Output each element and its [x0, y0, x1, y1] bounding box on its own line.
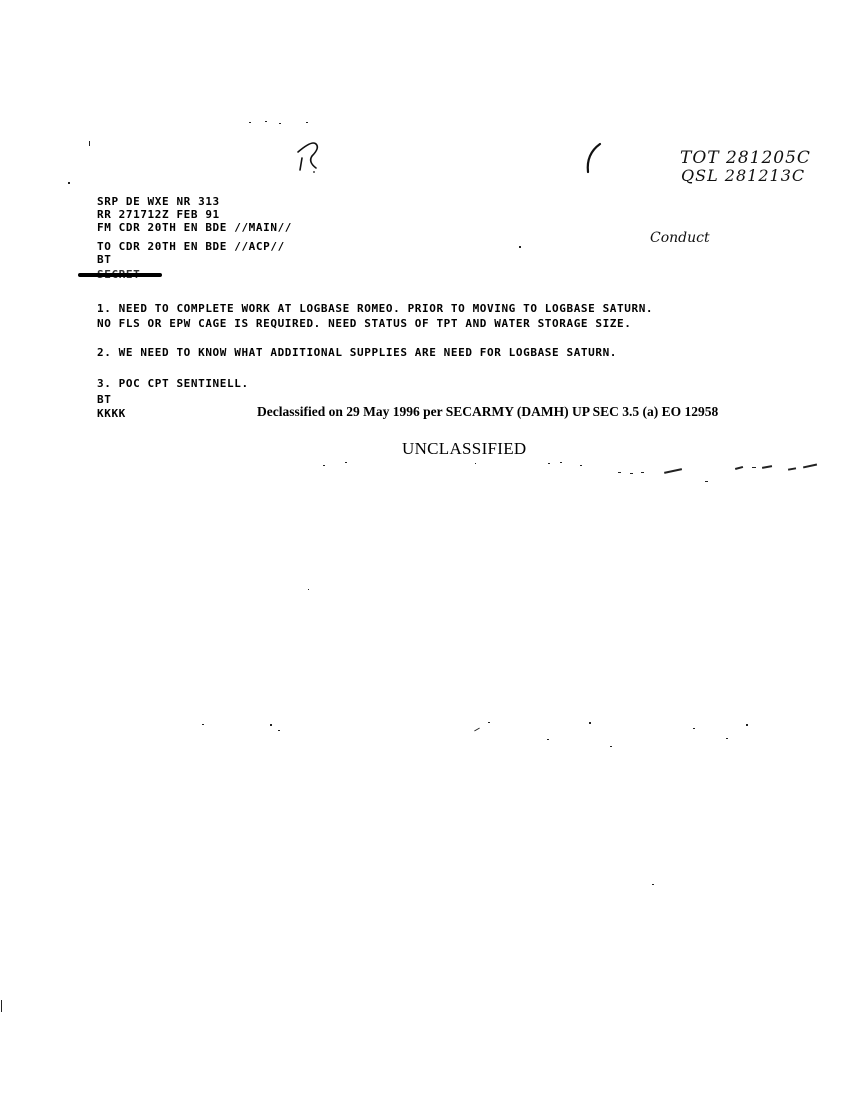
- scan-speck: [610, 746, 612, 747]
- header-routing-line: SRP DE WXE NR 313: [97, 195, 220, 208]
- scan-speck: [652, 884, 654, 885]
- scan-speck: [618, 472, 621, 473]
- body-para3: 3. POC CPT SENTINELL.: [97, 377, 249, 390]
- body-para1-line1: 1. NEED TO COMPLETE WORK AT LOGBASE ROMEO. PRIOR TO MOVING TO LOGBASE SATURN.: [97, 302, 654, 315]
- scan-speck: [89, 141, 90, 146]
- scan-speck: [1, 1000, 2, 1012]
- scan-speck: [705, 481, 708, 482]
- declassification-stamp: Declassified on 29 May 1996 per SECARMY (DAMH) UP SEC 3.5 (a) EO 12958: [257, 404, 719, 419]
- scan-speck: [202, 724, 204, 725]
- scan-speck: [265, 121, 267, 122]
- unclassified-marking: UNCLASSIFIED: [402, 439, 527, 458]
- scan-speck: [664, 468, 682, 473]
- scan-speck: [278, 730, 280, 731]
- header-to-line: TO CDR 20TH EN BDE //ACP//: [97, 240, 285, 253]
- scan-speck: [752, 467, 756, 468]
- body-end-kkkk: KKKK: [97, 407, 126, 420]
- scan-speck: [308, 589, 309, 590]
- handwritten-tot: TOT 281205C: [680, 148, 811, 168]
- scan-speck: [270, 724, 272, 726]
- scan-speck: [306, 122, 308, 123]
- handwritten-qsl: QSL 281213C: [681, 166, 806, 185]
- scan-speck: [762, 465, 772, 468]
- body-para1-line2: NO FLS OR EPW CAGE IS REQUIRED. NEED STATUS OF TPT AND WATER STORAGE SIZE.: [97, 317, 632, 330]
- scan-speck: [68, 182, 70, 184]
- body-end-bt: BT: [97, 393, 112, 406]
- header-precedence-line: RR 271712Z FEB 91: [97, 208, 220, 221]
- scan-speck: [279, 123, 281, 124]
- classification-strikeout: [78, 273, 162, 277]
- scan-speck: [580, 465, 582, 466]
- scan-speck: [589, 722, 591, 724]
- scan-speck: [249, 122, 251, 123]
- scan-speck: [726, 738, 728, 739]
- pen-mark-left: [290, 134, 330, 178]
- scan-speck: [475, 463, 476, 464]
- scan-speck: [746, 724, 748, 726]
- scan-speck: [547, 739, 549, 740]
- handwritten-note: Conduct: [650, 230, 710, 246]
- scan-speck: [488, 722, 490, 723]
- header-break-line: BT: [97, 253, 112, 266]
- scan-speck: [735, 466, 743, 470]
- scan-speck: [345, 462, 347, 463]
- scan-speck: [323, 465, 325, 466]
- scan-speck: [803, 464, 817, 468]
- pen-mark-paren: [580, 140, 606, 176]
- body-para2: 2. WE NEED TO KNOW WHAT ADDITIONAL SUPPLIES ARE NEED FOR LOGBASE SATURN.: [97, 346, 618, 359]
- scan-speck: [630, 473, 633, 474]
- scan-speck: [693, 728, 695, 729]
- scan-speck: [641, 472, 644, 473]
- scan-speck: [519, 246, 521, 248]
- scan-speck: [788, 467, 796, 470]
- scan-speck: [474, 728, 480, 732]
- scan-speck: [548, 463, 550, 464]
- header-from-line: FM CDR 20TH EN BDE //MAIN//: [97, 221, 293, 234]
- scan-speck: [560, 462, 562, 463]
